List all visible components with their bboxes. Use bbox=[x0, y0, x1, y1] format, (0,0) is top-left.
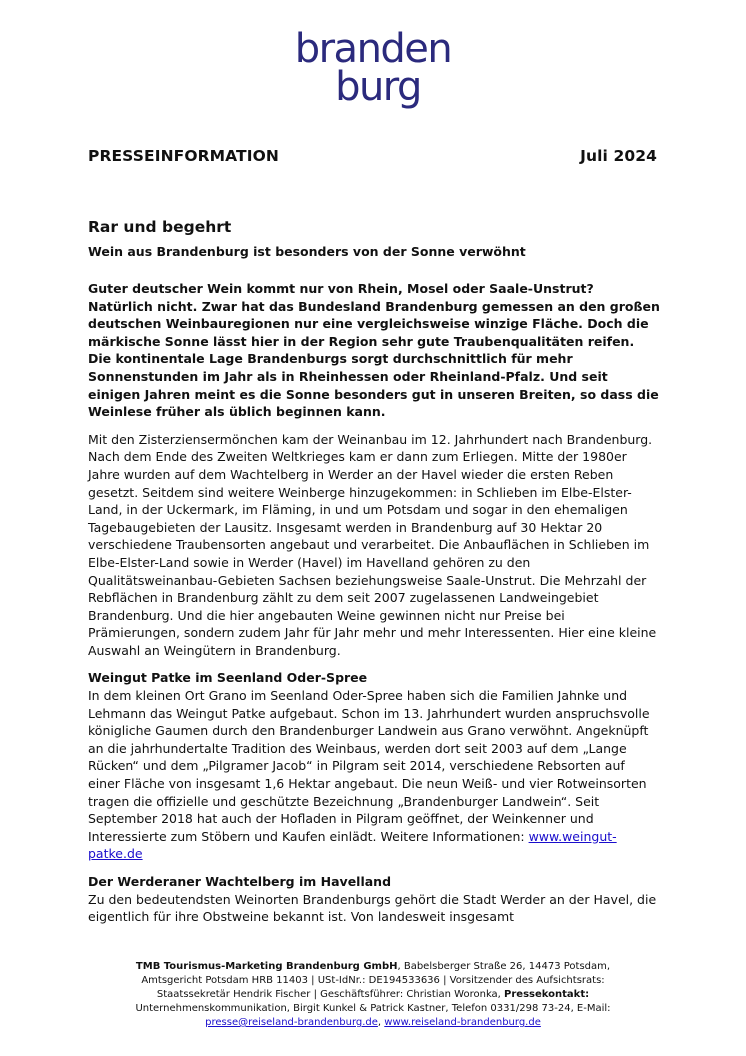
press-label: PRESSEINFORMATION bbox=[88, 147, 279, 165]
footer-web-link[interactable]: www.reiseland-brandenburg.de bbox=[384, 1017, 541, 1028]
section-title: Der Werderaner Wachtelberg im Havelland bbox=[88, 874, 392, 889]
article bbox=[88, 216, 660, 936]
section-text bbox=[88, 687, 660, 863]
lead-paragraph: Guter deutscher Wein kommt nur von Rhein, Mosel oder Saale-Unstrut? Natürlich nicht. Zwar hat das Bundesland Brandenburg gemessen an den großen deutschen Weinbauregionen nur eine vergleichsweise winzige Fläche. Doch die märkische Sonne lässt hier in der Region sehr gute Traubenqualitäten reifen. Die kontinentale Lage Brandenburgs sorgt durchschnittlich für mehr Sonnenstunden im Jahr als in Rheinhessen oder Rheinland-Pfalz. Und seit einigen Jahren meint es die Sonne besonders gut in unseren Breiten, so dass die Weinlese früher als üblich beginnen kann. bbox=[88, 281, 660, 420]
footer-line: Unternehmenskommunikation, Birgit Kunkel & Patrick Kastner, Telefon 0331/298 73-24, E-Mail: bbox=[135, 1003, 611, 1014]
footer-line: Amtsgericht Potsdam HRB 11403 | USt-IdNr.: DE194533636 | Vorsitzender des Aufsichtsrats: bbox=[141, 975, 605, 986]
footer-address: , Babelsberger Straße 26, 14473 Potsdam, bbox=[397, 961, 611, 972]
article-subtitle: Wein aus Brandenburg ist besonders von der Sonne verwöhnt bbox=[88, 244, 526, 259]
footer-press-contact-label: Pressekontakt: bbox=[504, 989, 590, 1000]
brandenburg-logo bbox=[0, 26, 746, 110]
section-patke bbox=[88, 669, 660, 863]
footer-company: TMB Tourismus-Marketing Brandenburg GmbH bbox=[135, 961, 398, 972]
section-text-body: In dem kleinen Ort Grano im Seenland Oder-Spree haben sich die Familien Jahnke und Lehmann das Weingut Patke aufgebaut. Schon im 13. Jahrhundert wurden anspruchsvolle königliche Gaumen durch den Brandenburger Landwein aus Grano verwöhnt. Angeknüpft an die jahrhundertalte Tradition des Weinbaus, werden dort seit 2003 auf dem „Lange Rücken“ und dem „Pilgramer Jacob“ in Pilgram seit 2014, verschiedene Rebsorten auf einer Fläche von insgesamt 1,6 Hektar angebaut. Die neun Weiß- und vier Rotweinsorten tragen die offizielle und geschützte Bezeichnung „Brandenburger Landwein“. Seit September 2018 hat auch der Hofladen in Pilgram geöffnet, der Weinkenner und Interessierte zum Stöbern und Kaufen einlädt. Weitere Informationen: bbox=[88, 688, 650, 844]
section-title: Weingut Patke im Seenland Oder-Spree bbox=[88, 670, 368, 686]
logo-line-1: branden bbox=[294, 26, 452, 72]
body-paragraph: Mit den Zisterziensermönchen kam der Weinanbau im 12. Jahrhundert nach Brandenburg. Nach dem Ende des Zweiten Weltkrieges kam er dann zum Erliegen. Mitte der 1980er Jahre wurden auf dem Wachtelberg in Werder an der Havel wieder die ersten Reben gesetzt. Seitdem sind weitere Weinberge hinzugekommen: in Schlieben im Elbe-Elster-Land, in der Uckermark, im Fläming, in und um Potsdam und sogar in den ehemaligen Tagebaugebieten der Lausitz. Insgesamt werden in Brandenburg auf 30 Hektar 20 verschiedene Traubensorten angebaut und verarbeitet. Die Anbauflächen in Schlieben im Elbe-Elster-Land sowie in Werder (Havel) im Havelland gehören zu den Qualitätsweinanbau-Gebieten Sachsen beziehungsweise Saale-Unstrut. Die Mehrzahl der Rebflächen in Brandenburg zählt zu dem seit 2007 zugelassenen Landweingebiet Brandenburg. Und die hier angebauten Weine gewinnen nicht nur Preise bei Prämierungen, sondern zudem Jahr für Jahr mehr und mehr Interessenten. Hier eine kleine Auswahl an Weingütern in Brandenburg. bbox=[88, 431, 657, 658]
section-wachtelberg bbox=[88, 873, 660, 926]
footer-separator: , bbox=[377, 1017, 385, 1028]
footer-line bbox=[90, 960, 656, 974]
article-title: Rar und begehrt bbox=[88, 218, 232, 236]
footer-email-link[interactable]: presse@reiseland-brandenburg.de bbox=[205, 1017, 378, 1028]
footer bbox=[90, 960, 656, 1030]
footer-line bbox=[90, 1016, 656, 1030]
footer-management: Staatssekretär Hendrik Fischer | Geschäftsführer: Christian Woronka, bbox=[156, 989, 505, 1000]
section-text: Zu den bedeutendsten Weinorten Brandenburgs gehört die Stadt Werder an der Havel, die eigentlich für ihre Obstweine bekannt ist. Von landesweit insgesamt bbox=[88, 891, 657, 925]
logo-line-2: burg bbox=[335, 64, 421, 110]
weingut-patke-link[interactable]: www.weingut-patke.de bbox=[88, 828, 617, 862]
document-header bbox=[88, 147, 657, 165]
footer-line bbox=[90, 988, 656, 1002]
issue-date: Juli 2024 bbox=[580, 147, 657, 165]
